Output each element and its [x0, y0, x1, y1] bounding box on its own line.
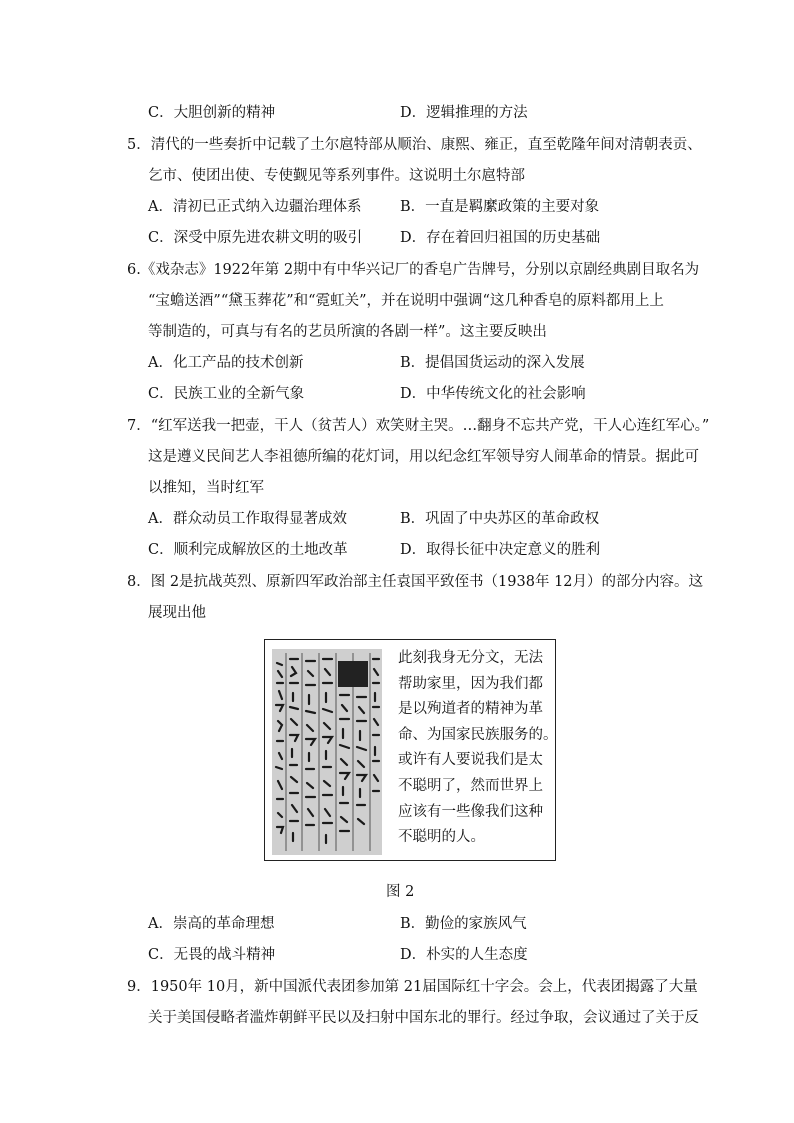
q8-option-b: B．勤俭的家族风气	[400, 916, 527, 932]
q5-option-c: C．深受中原先进农耕文明的吸引	[148, 230, 363, 246]
q7-stem-line-2: 这是遵义民间艺人李祖德所编的花灯词，用以纪念红军领导穷人闹革命的情景。据此可	[148, 449, 699, 465]
q9-stem-line-2: 关于美国侵略者滥炸朝鲜平民以及扫射中国东北的罪行。经过争取，会议通过了关于反	[148, 1010, 699, 1026]
letter-transcription	[398, 646, 558, 851]
q7-stem-line-3: 以推知，当时红军	[148, 480, 264, 496]
letter-line: 此刻我身无分文，无法	[398, 650, 543, 666]
q6-option-d: D．中华传统文化的社会影响	[400, 386, 586, 402]
option-d-prev: D．逻辑推理的方法	[400, 105, 528, 121]
letter-line: 帮助家里，因为我们都	[398, 675, 543, 692]
q6-option-b: B．提倡国货运动的深入发展	[400, 355, 585, 371]
q8-option-a: A．崇高的革命理想	[148, 916, 275, 932]
letter-line: 不聪明的人。	[398, 829, 485, 846]
q7-stem-line-1: 7．“红军送我一把壶，干人（贫苦人）欢笑财主哭。…翻身不忘共产党，干人心连红军心。”	[127, 418, 710, 434]
letter-line: 是以殉道者的精神为革	[398, 701, 543, 718]
q5-option-a: A．清初已正式纳入边疆治理体系	[148, 199, 362, 215]
q8-stem-line-2: 展现出他	[148, 605, 206, 621]
q6-option-c: C．民族工业的全新气象	[148, 386, 305, 402]
q7-option-d: D．取得长征中决定意义的胜利	[400, 542, 601, 558]
q7-option-b: B．巩固了中央苏区的革命政权	[400, 511, 600, 527]
q6-stem-line-1: 6.《戏杂志》1922年第 2期中有中华兴记厂的香皂广告牌号，分别以京剧经典剧目取名为	[127, 262, 700, 278]
q8-option-c: C．无畏的战斗精神	[148, 947, 276, 963]
handwritten-letter-drawing	[272, 649, 382, 855]
q7-option-c: C．顺利完成解放区的土地改革	[148, 542, 348, 558]
q5-stem-line-2: 乞市、使团出使、专使觐见等系列事件。这说明土尔扈特部	[148, 168, 525, 184]
figure-2-letter	[264, 639, 556, 861]
letter-line: 应该有一些像我们这种	[398, 803, 543, 820]
q6-option-a: A．化工产品的技术创新	[148, 355, 304, 371]
option-c-prev: C．大胆创新的精神	[148, 105, 276, 121]
q7-option-a: A．群众动员工作取得显著成效	[148, 511, 347, 527]
q6-stem-line-2: “宝蟾送酒”“黛玉葬花”和“霓虹关”，并在说明中强调“这几种香皂的原料都用上上	[148, 293, 664, 309]
q9-stem-line-1: 9．1950年 10月，新中国派代表团参加第 21届国际红十字会。会上，代表团揭露了大量	[127, 979, 698, 995]
letter-line: 或许有人要说我们是太	[398, 752, 543, 769]
letter-line: 命、为国家民族服务的。	[398, 726, 558, 743]
q5-option-d: D．存在着回归祖国的历史基础	[400, 230, 601, 246]
q5-stem-line-1: 5．清代的一些奏折中记载了土尔扈特部从顺治、康熙、雍正，直至乾隆年间对清朝表贡、	[127, 137, 702, 153]
q5-option-b: B．一直是羁縻政策的主要对象	[400, 199, 600, 215]
q6-stem-line-3: 等制造的，可真与有名的艺员所演的各剧一样”。这主要反映出	[148, 324, 547, 340]
q8-option-d: D．朴实的人生态度	[400, 947, 528, 963]
handwritten-letter-image	[272, 649, 382, 855]
q8-stem-line-1: 8．图 2是抗战英烈、原新四军政治部主任袁国平致侄书（1938年 12月）的部分内容。这	[127, 574, 704, 590]
letter-line: 不聪明了，然而世界上	[398, 777, 543, 794]
figure-caption: 图 2	[386, 884, 415, 900]
